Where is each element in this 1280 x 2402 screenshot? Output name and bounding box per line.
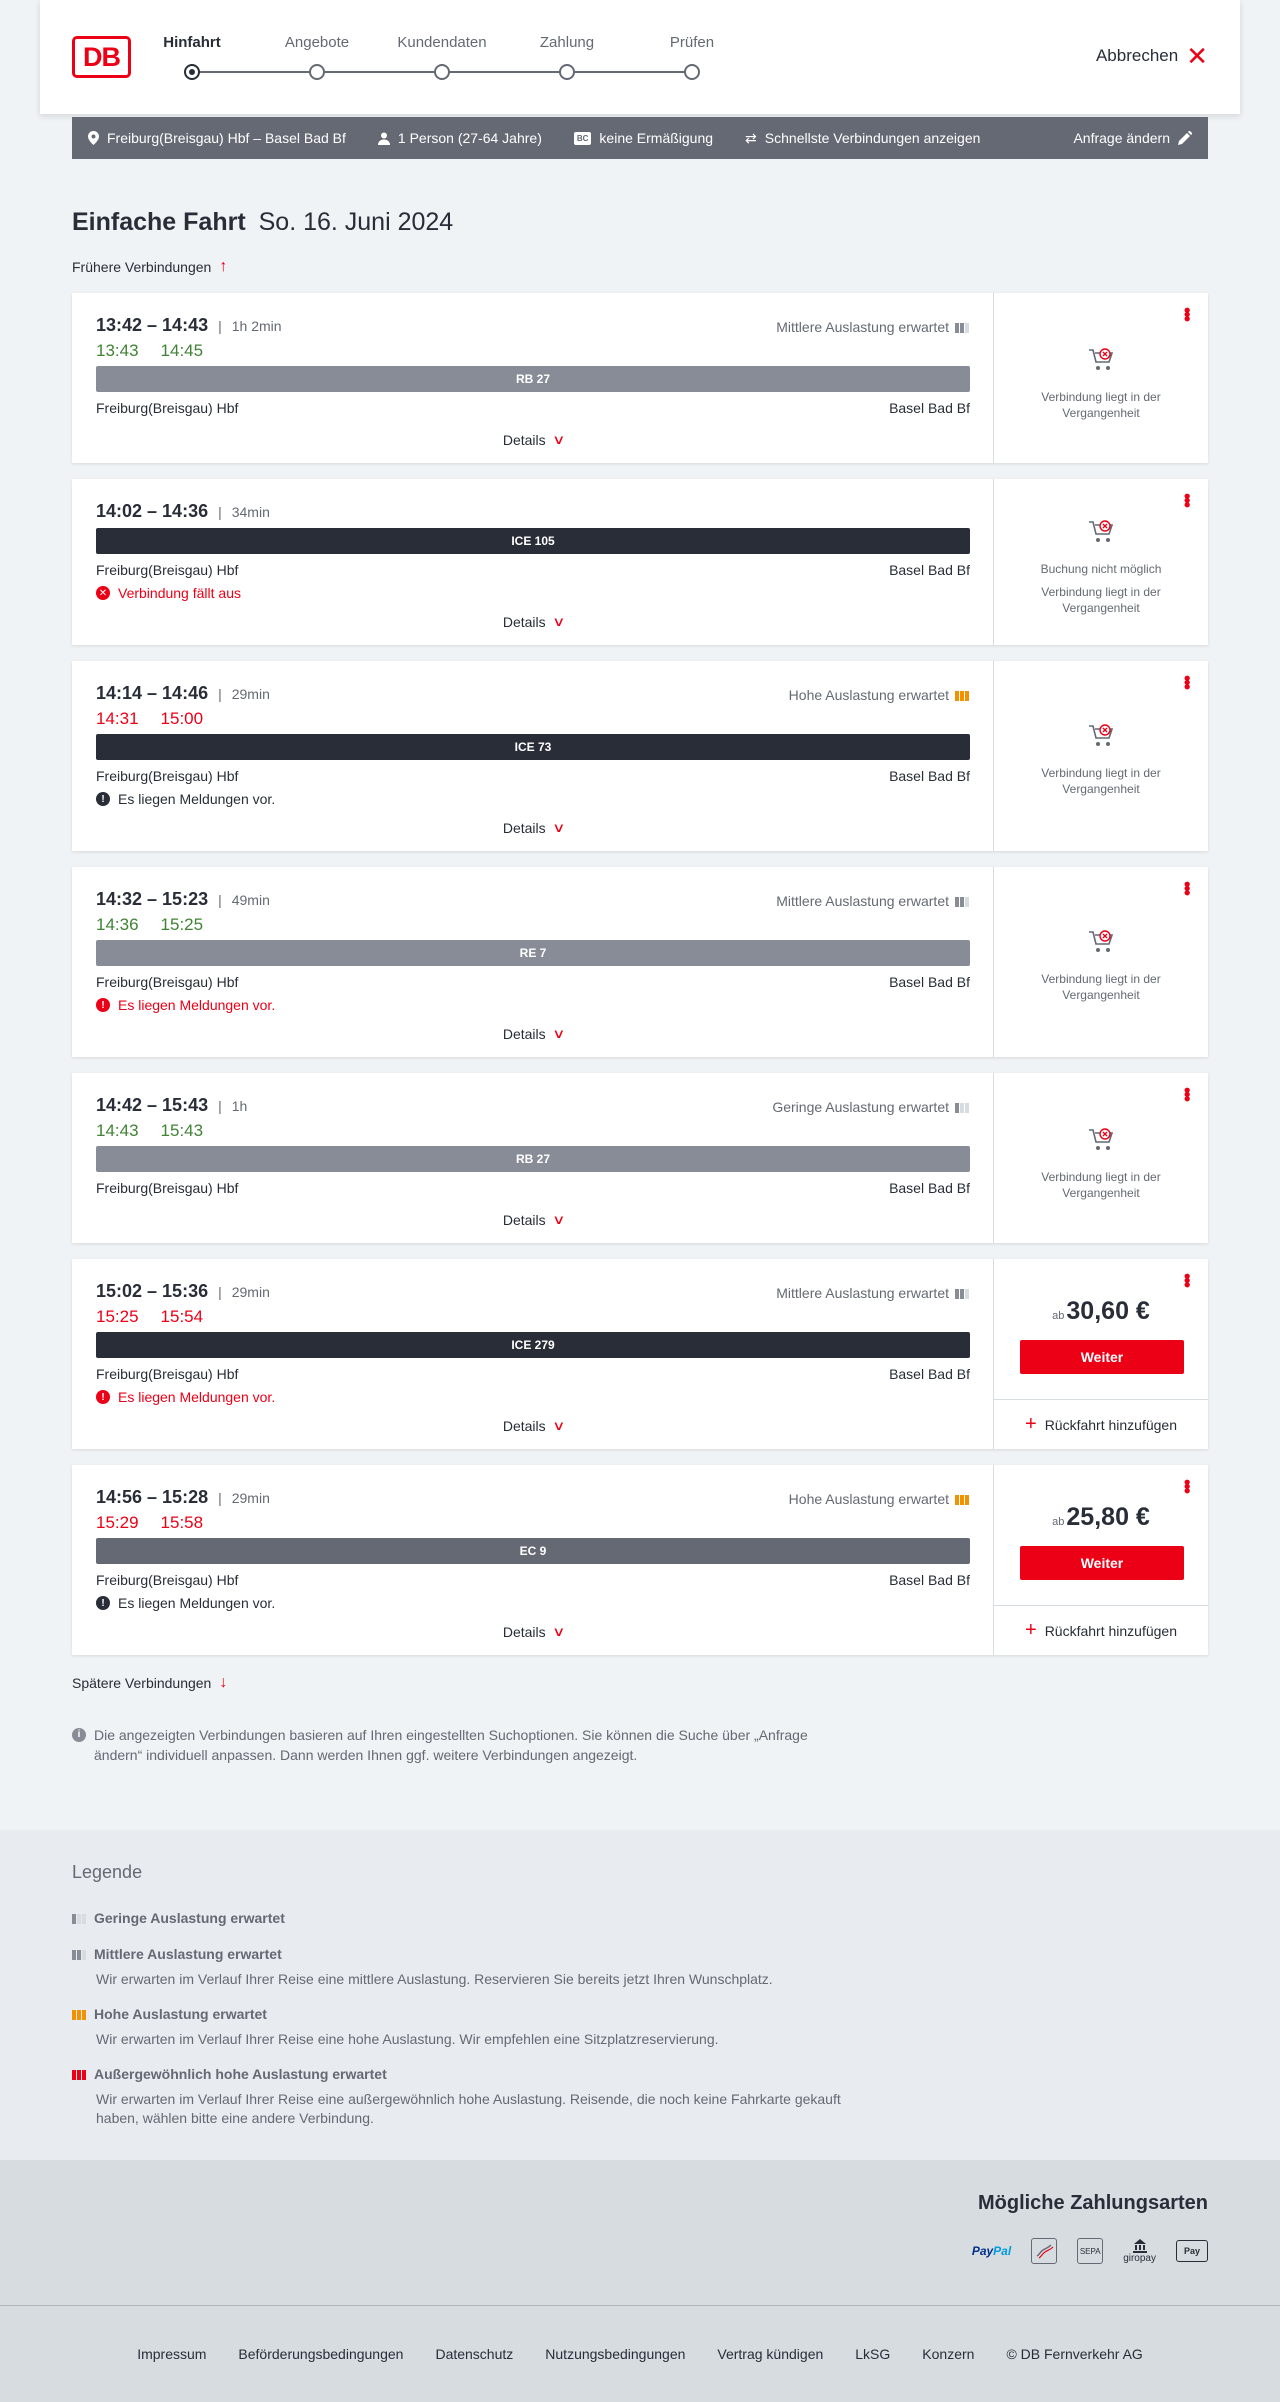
footer-link-lksg[interactable]: LkSG: [855, 2346, 891, 2362]
notice-message[interactable]: ! Es liegen Meldungen vor.: [96, 791, 275, 807]
step-angebote[interactable]: Angebote: [267, 34, 367, 80]
occupancy-indicator: Hohe Auslastung erwartet: [789, 687, 969, 703]
train-bar: ICE 73: [96, 734, 970, 760]
booking-panel: [994, 1259, 1208, 1449]
step-dot: [559, 64, 575, 80]
occupancy-indicator: Mittlere Auslastung erwartet: [776, 319, 969, 335]
edit-request-button[interactable]: Anfrage ändern: [1073, 130, 1192, 146]
footer-link-nutzungsbedingungen[interactable]: Nutzungsbedingungen: [545, 2346, 686, 2362]
connection-card[interactable]: [72, 1465, 1208, 1655]
details-toggle[interactable]: Details ∨: [502, 820, 566, 836]
connection-card[interactable]: [72, 867, 1208, 1057]
continue-button[interactable]: Weiter: [1020, 1546, 1184, 1580]
payment-methods-section: [0, 2160, 1280, 2306]
more-options-icon[interactable]: •••: [1177, 675, 1197, 688]
bahncard-icon: BC: [574, 132, 592, 145]
step-zahlung[interactable]: Zahlung: [517, 34, 617, 80]
occupancy-medium-icon: [72, 1948, 86, 1960]
alert-icon: !: [96, 1390, 110, 1404]
chevron-down-icon: ∨: [551, 432, 566, 447]
step-dot: [434, 64, 450, 80]
connection-info: 14:56 – 15:28 | 29min 15:29 15:58 Hohe Auslastung erwartet EC 9 Freiburg(Breisgau) Hbf Basel Bad Bf ! Es liegen Meldungen vor. Details ∨: [72, 1465, 994, 1655]
stations: Freiburg(Breisgau) Hbf Basel Bad Bf: [96, 768, 970, 784]
booking-panel: [994, 661, 1208, 851]
legend-item: Außergewöhnlich hohe Auslastung erwartet Wir erwarten im Verlauf Ihrer Reise eine außergewöhnlich hohe Auslastung. Reisende, die noch keine Fahrkarte gekauft haben, wählen bitte eine andere Verbindung.: [72, 2066, 872, 2128]
connection-info: 14:42 – 15:43 | 1h 14:43 15:43 Geringe Auslastung erwartet RB 27 Freiburg(Breisgau) Hbf Basel Bad Bf Details ∨: [72, 1073, 994, 1243]
chevron-down-icon: ∨: [551, 1212, 566, 1227]
occupancy-high-icon: [955, 689, 969, 701]
train-bar: RE 7: [96, 940, 970, 966]
occupancy-medium-icon: [955, 321, 969, 333]
cart-unavailable-icon: [1087, 519, 1115, 545]
details-toggle[interactable]: Details ∨: [502, 1212, 566, 1228]
planned-times: 13:42 – 14:43: [96, 315, 209, 335]
passenger-summary: 1 Person (27-64 Jahre): [378, 130, 542, 146]
payment-icons: [972, 2238, 1208, 2264]
footer-copyright: © DB Fernverkehr AG: [1006, 2346, 1143, 2362]
past-connection-text: Verbindung liegt in der Vergangenheit: [1041, 1170, 1161, 1200]
duration: 49min: [231, 891, 270, 908]
train-bar: EC 9: [96, 1538, 970, 1564]
occupancy-indicator: Mittlere Auslastung erwartet: [776, 893, 969, 909]
search-summary-bar: [72, 117, 1208, 159]
chevron-down-icon: ∨: [551, 1026, 566, 1041]
legend-section: [0, 1830, 1280, 2160]
plus-icon: +: [1025, 1619, 1037, 1641]
occupancy-exceptional-icon: [72, 2068, 86, 2080]
occupancy-low-icon: [955, 1101, 969, 1113]
realtime-times: 14:43 15:43: [96, 1121, 204, 1140]
details-toggle[interactable]: Details ∨: [502, 1418, 566, 1434]
legend-item: Hohe Auslastung erwartet Wir erwarten im Verlauf Ihrer Reise eine hohe Auslastung. Wir empfehlen eine Sitzplatzreservierung.: [72, 2006, 872, 2049]
giropay-icon: giropay: [1123, 2239, 1156, 2264]
details-toggle[interactable]: Details ∨: [502, 432, 566, 448]
discount-summary: BC keine Ermäßigung: [574, 130, 713, 146]
step-pruefen[interactable]: Prüfen: [642, 34, 742, 80]
applepay-icon: Pay: [1176, 2240, 1208, 2262]
step-hinfahrt[interactable]: Hinfahrt: [142, 34, 242, 80]
plus-icon: +: [1025, 1413, 1037, 1435]
train-bar: ICE 105: [96, 528, 970, 554]
planned-times: 14:32 – 15:23: [96, 889, 209, 909]
fastest-connections-toggle[interactable]: ⇄ Schnellste Verbindungen anzeigen: [745, 129, 981, 146]
add-return-trip-button[interactable]: + Rückfahrt hinzufügen: [994, 1605, 1208, 1655]
info-icon: i: [72, 1728, 86, 1742]
notice-message[interactable]: ! Es liegen Meldungen vor.: [96, 997, 275, 1013]
legend-title: Legende: [72, 1862, 143, 1882]
step-dot: [309, 64, 325, 80]
more-options-icon[interactable]: •••: [1177, 493, 1197, 506]
cancellation-message: ✕ Verbindung fällt aus: [96, 585, 241, 601]
occupancy-indicator: Geringe Auslastung erwartet: [772, 1099, 969, 1115]
realtime-times: 15:25 15:54: [96, 1307, 204, 1326]
footer-link-datenschutz[interactable]: Datenschutz: [435, 2346, 514, 2362]
connection-card[interactable]: [72, 1073, 1208, 1243]
planned-times: 14:56 – 15:28: [96, 1487, 209, 1507]
cancel-button[interactable]: Abbrechen ✕: [1095, 41, 1208, 71]
stations: Freiburg(Breisgau) Hbf Basel Bad Bf: [96, 562, 970, 578]
cart-unavailable-icon: [1087, 929, 1115, 955]
more-options-icon[interactable]: •••: [1177, 881, 1197, 894]
add-return-trip-button[interactable]: + Rückfahrt hinzufügen: [994, 1399, 1208, 1449]
search-info-note: i Die angezeigten Verbindungen basieren auf Ihren eingestellten Suchoptionen. Sie können die Suche über „Anfrage ändern“ individuell anpassen. Dann werden Ihnen ggf. weitere Verbindungen angezeigt.: [72, 1725, 852, 1765]
planned-times: 14:42 – 15:43: [96, 1095, 209, 1115]
past-connection-text: Verbindung liegt in der Vergangenheit: [1041, 972, 1161, 1002]
person-icon: [378, 132, 390, 145]
cart-unavailable-icon: [1087, 1127, 1115, 1153]
booking-panel: [994, 867, 1208, 1057]
planned-times: 14:02 – 14:36: [96, 501, 209, 521]
footer-link-impressum[interactable]: Impressum: [137, 2346, 207, 2362]
continue-button[interactable]: Weiter: [1020, 1340, 1184, 1374]
close-icon: ✕: [1186, 41, 1208, 71]
booking-panel: [994, 293, 1208, 463]
stations: Freiburg(Breisgau) Hbf Basel Bad Bf: [96, 1572, 970, 1588]
realtime-times: 13:43 14:45: [96, 341, 204, 360]
occupancy-indicator: Mittlere Auslastung erwartet: [776, 1285, 969, 1301]
route-summary: Freiburg(Breisgau) Hbf – Basel Bad Bf: [88, 130, 346, 146]
step-kundendaten[interactable]: Kundendaten: [392, 34, 492, 80]
duration: 1h 2min: [231, 317, 282, 334]
train-bar: RB 27: [96, 366, 970, 392]
price: ab25,80 €: [1052, 1503, 1150, 1531]
more-options-icon[interactable]: •••: [1177, 307, 1197, 320]
realtime-times: 14:31 15:00: [96, 709, 204, 728]
duration: 34min: [231, 503, 270, 520]
cart-unavailable-icon: [1087, 723, 1115, 749]
later-connections-link[interactable]: Spätere Verbindungen ↓: [72, 1674, 228, 1691]
duration: 29min: [231, 685, 270, 702]
swap-arrows-icon: ⇄: [745, 129, 757, 146]
chevron-down-icon: ∨: [551, 820, 566, 835]
step-dot: [684, 64, 700, 80]
db-logo[interactable]: DB: [72, 36, 131, 78]
more-options-icon[interactable]: •••: [1177, 1479, 1197, 1492]
chevron-down-icon: ∨: [551, 1624, 566, 1639]
stations: Freiburg(Breisgau) Hbf Basel Bad Bf: [96, 974, 970, 990]
booking-not-possible-text: Buchung nicht möglich: [1040, 562, 1162, 576]
alert-icon: !: [96, 1596, 110, 1610]
connection-info: 14:02 – 14:36 | 34min ICE 105 Freiburg(Breisgau) Hbf Basel Bad Bf ✕ Verbindung fällt aus Details ∨: [72, 479, 994, 645]
realtime-times: 14:36 15:25: [96, 915, 204, 934]
duration: 29min: [231, 1283, 270, 1300]
connection-card[interactable]: [72, 293, 1208, 463]
connection-card[interactable]: [72, 479, 1208, 645]
paypal-icon: Pay Pal: [971, 2244, 1012, 2258]
footer-link-konzern[interactable]: Konzern: [922, 2346, 975, 2362]
details-toggle[interactable]: Details ∨: [502, 1624, 566, 1640]
alert-icon: !: [96, 792, 110, 806]
header: [40, 0, 1240, 114]
occupancy-high-icon: [72, 2008, 86, 2020]
cart-unavailable-icon: [1087, 347, 1115, 373]
occupancy-medium-icon: [955, 895, 969, 907]
sepa-icon: SEPA: [1077, 2238, 1103, 2264]
more-options-icon[interactable]: •••: [1177, 1087, 1197, 1100]
arrow-up-icon: ↑: [219, 258, 228, 275]
occupancy-medium-icon: [955, 1287, 969, 1299]
planned-times: 15:02 – 15:36: [96, 1281, 209, 1301]
realtime-times: 15:29 15:58: [96, 1513, 204, 1532]
connection-info: 13:42 – 14:43 | 1h 2min 13:43 14:45 Mittlere Auslastung erwartet RB 27 Freiburg(Breisgau) Hbf Basel Bad Bf Details ∨: [72, 293, 994, 463]
train-bar: RB 27: [96, 1146, 970, 1172]
more-options-icon[interactable]: •••: [1177, 1273, 1197, 1286]
booking-panel: [994, 1465, 1208, 1655]
chevron-down-icon: ∨: [551, 614, 566, 629]
notice-message[interactable]: ! Es liegen Meldungen vor.: [96, 1595, 275, 1611]
train-bar: ICE 279: [96, 1332, 970, 1358]
booking-panel: [994, 1073, 1208, 1243]
occupancy-high-icon: [955, 1493, 969, 1505]
step-dot: [184, 64, 200, 80]
error-icon: ✕: [96, 586, 110, 600]
stations: Freiburg(Breisgau) Hbf Basel Bad Bf: [96, 1366, 970, 1382]
legend-item: Geringe Auslastung erwartet: [72, 1910, 872, 1926]
past-connection-text: Verbindung liegt in der Vergangenheit: [1041, 585, 1161, 615]
alert-icon: !: [96, 998, 110, 1012]
connection-info: 14:32 – 15:23 | 49min 14:36 15:25 Mittlere Auslastung erwartet RE 7 Freiburg(Breisgau) Hbf Basel Bad Bf ! Es liegen Meldungen vor. Details ∨: [72, 867, 994, 1057]
connection-card[interactable]: [72, 1259, 1208, 1449]
connection-card[interactable]: [72, 661, 1208, 851]
arrow-down-icon: ↓: [219, 1674, 228, 1691]
stations: Freiburg(Breisgau) Hbf Basel Bad Bf: [96, 400, 970, 416]
duration: 1h: [231, 1097, 248, 1114]
pencil-icon: [1178, 131, 1192, 145]
earlier-connections-link[interactable]: Frühere Verbindungen ↑: [72, 258, 228, 275]
location-pin-icon: [88, 131, 99, 145]
credit-card-icon: [1031, 2238, 1057, 2264]
occupancy-indicator: Hohe Auslastung erwartet: [789, 1491, 969, 1507]
connection-info: 14:14 – 14:46 | 29min 14:31 15:00 Hohe Auslastung erwartet ICE 73 Freiburg(Breisgau) Hbf Basel Bad Bf ! Es liegen Meldungen vor. Details ∨: [72, 661, 994, 851]
price: ab30,60 €: [1052, 1297, 1150, 1325]
planned-times: 14:14 – 14:46: [96, 683, 209, 703]
legend-item: Mittlere Auslastung erwartet Wir erwarten im Verlauf Ihrer Reise eine mittlere Auslastung. Reservieren Sie bereits jetzt Ihren Wunschplatz.: [72, 1946, 872, 1989]
occupancy-low-icon: [72, 1912, 86, 1924]
past-connection-text: Verbindung liegt in der Vergangenheit: [1041, 766, 1161, 796]
details-toggle[interactable]: Details ∨: [502, 1026, 566, 1042]
details-toggle[interactable]: Details ∨: [502, 614, 566, 630]
notice-message[interactable]: ! Es liegen Meldungen vor.: [96, 1389, 275, 1405]
footer-link-befoerderungsbedingungen[interactable]: Beförderungsbedingungen: [238, 2346, 404, 2362]
payment-title: Mögliche Zahlungsarten: [977, 2192, 1208, 2214]
connection-info: 15:02 – 15:36 | 29min 15:25 15:54 Mittlere Auslastung erwartet ICE 279 Freiburg(Breisgau) Hbf Basel Bad Bf ! Es liegen Meldungen vor. Details ∨: [72, 1259, 994, 1449]
page-title: Einfache Fahrt So. 16. Juni 2024: [72, 208, 454, 236]
footer-link-vertrag-kuendigen[interactable]: Vertrag kündigen: [717, 2346, 824, 2362]
progress-stepper: [163, 34, 722, 84]
stations: Freiburg(Breisgau) Hbf Basel Bad Bf: [96, 1180, 970, 1196]
duration: 29min: [231, 1489, 270, 1506]
booking-panel: [994, 479, 1208, 645]
past-connection-text: Verbindung liegt in der Vergangenheit: [1041, 390, 1161, 420]
chevron-down-icon: ∨: [551, 1418, 566, 1433]
footer: [0, 2306, 1280, 2402]
